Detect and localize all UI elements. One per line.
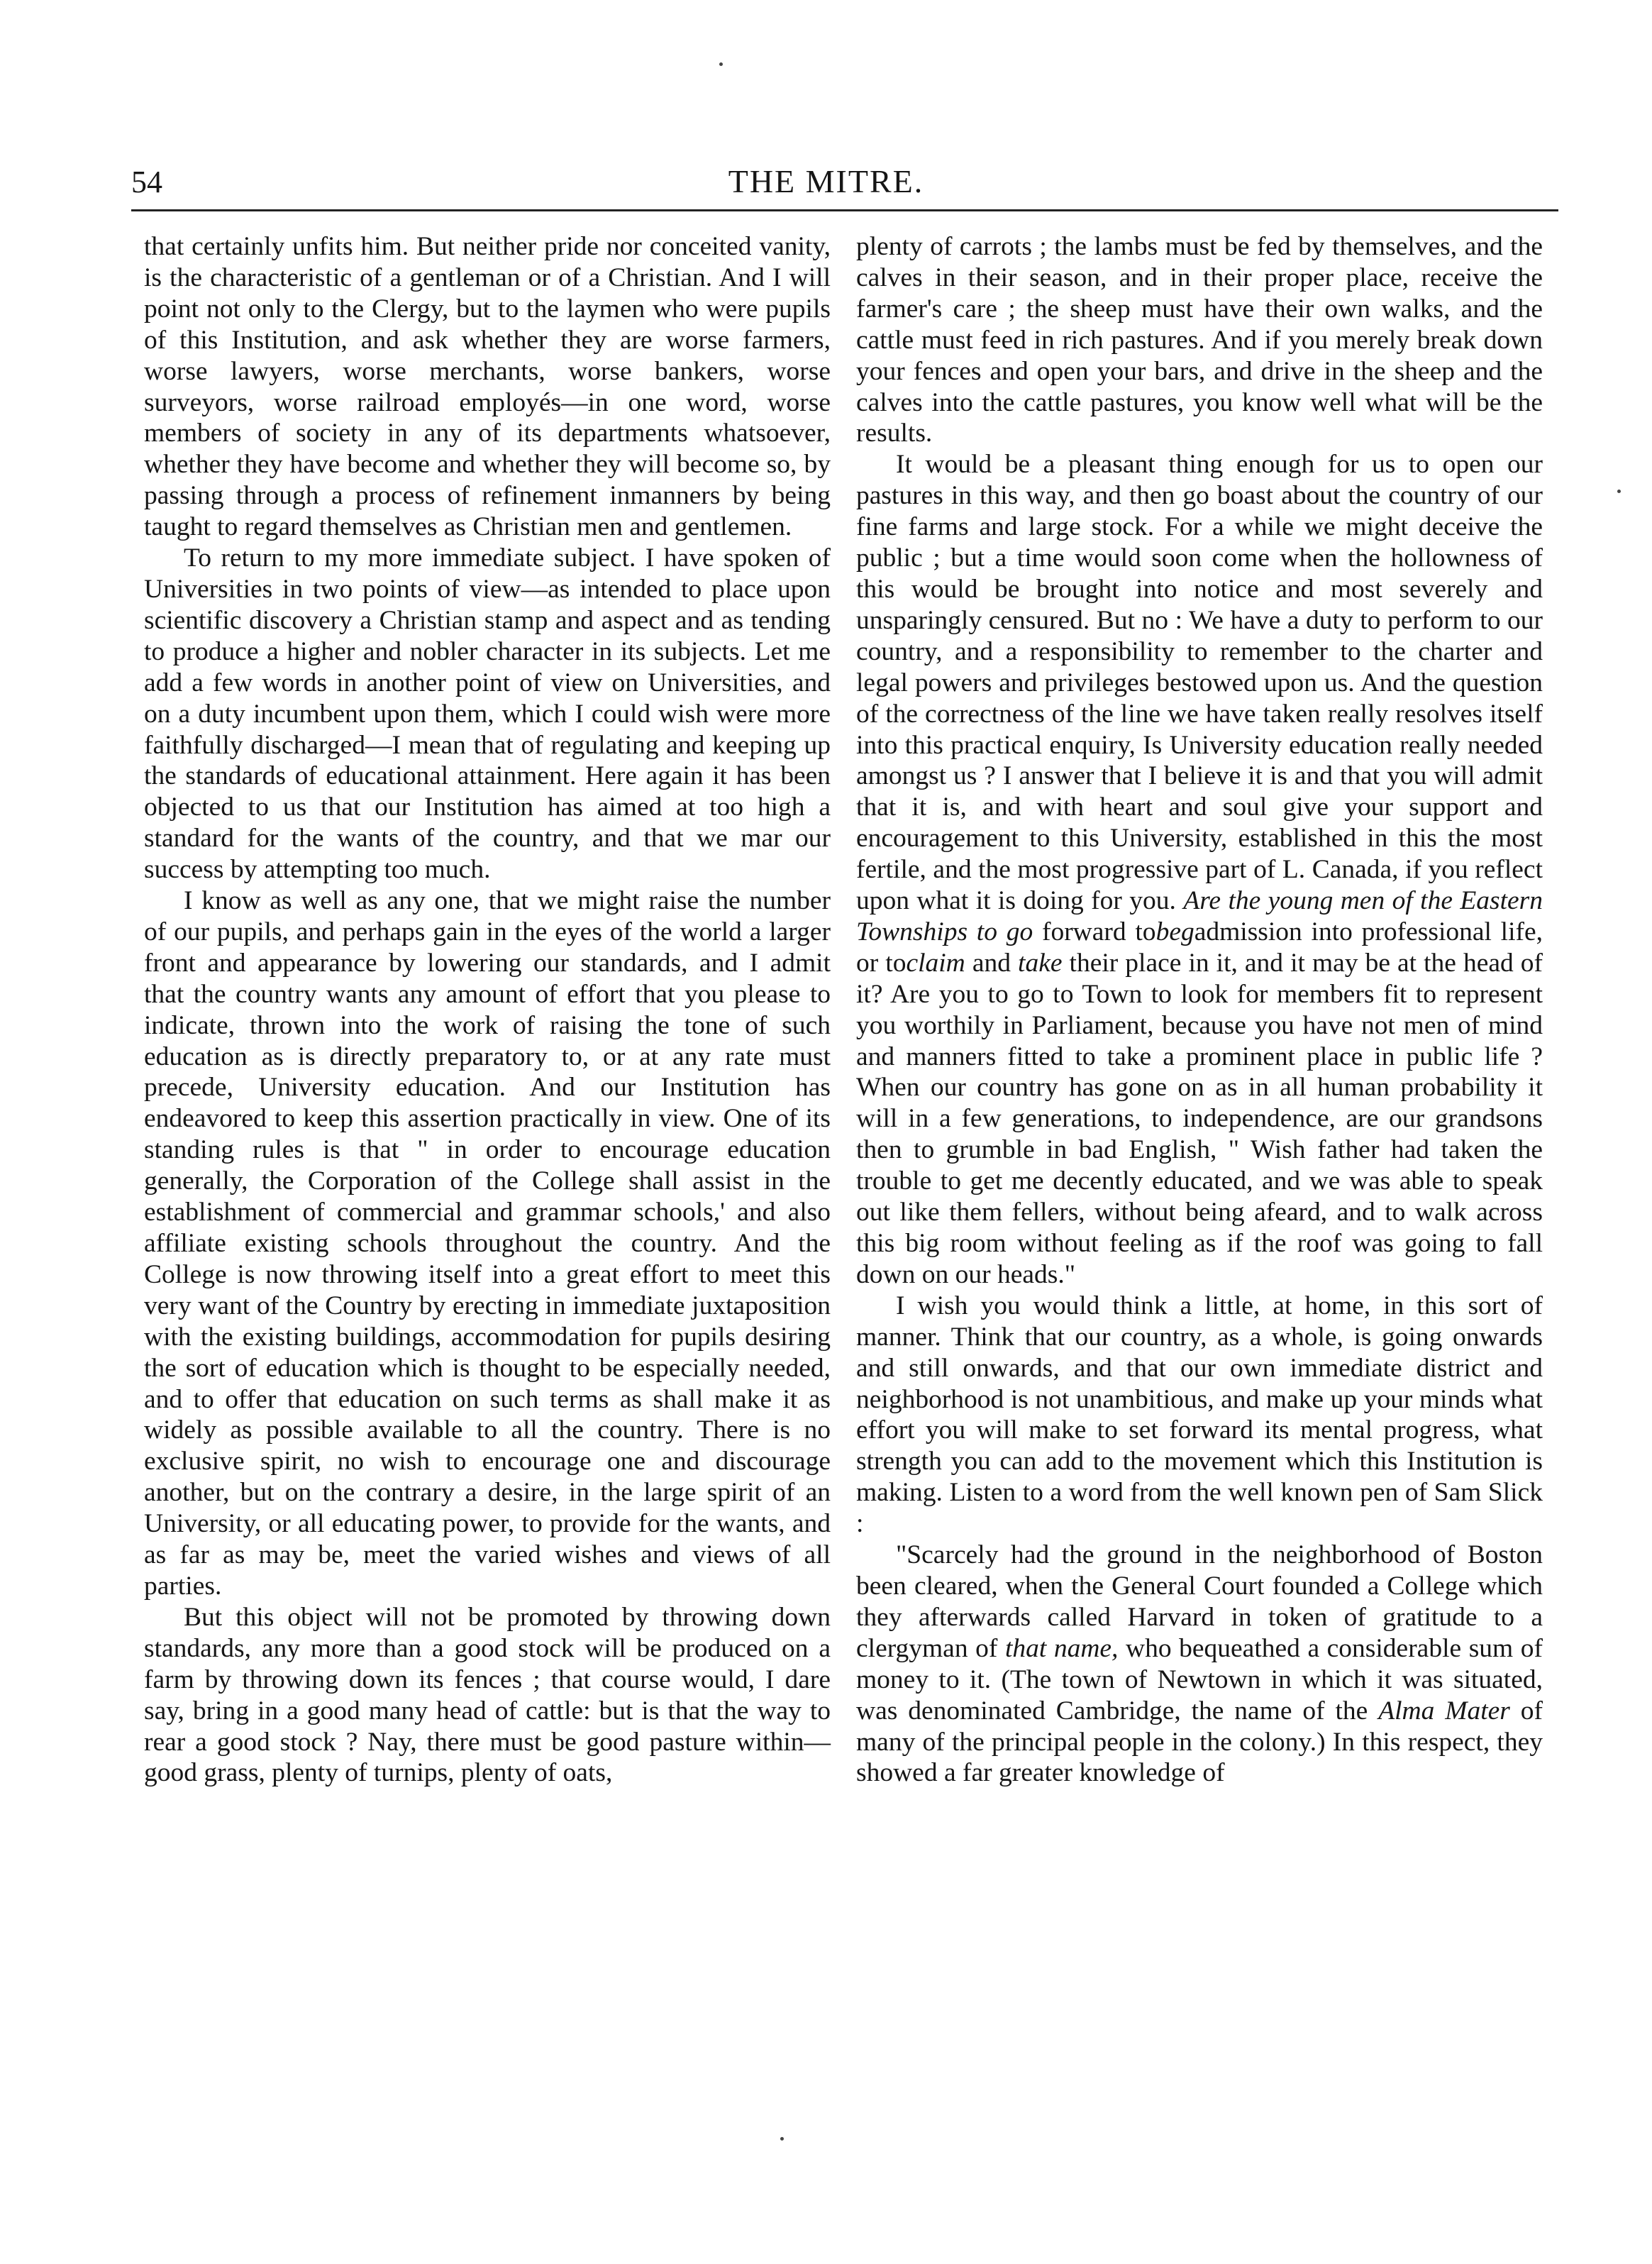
right-column (856, 231, 1543, 1789)
header-rule (131, 209, 1558, 211)
left-paragraph-2: To return to my more immediate subject. I have spoken of Universities in two points of view—as intended to place upon scientific discovery a Christian stamp and aspect and as tending to produce a higher and nobler character in its subjects. Let me add a few words in another point of view on Universities, and on a duty incumbent upon them, which I could wish were more faithfully discharged—I mean that of regulating and keeping up the standards of educational attainment. Here again it has been objected to us that our Institution has aimed at too high a standard for the wants of the country, and that we mar our success by attempting too much. (144, 543, 831, 885)
left-paragraph-3: I know as well as any one, that we might raise the number of our pupils, and perhaps gain in the eyes of the world a larger front and appearance by lowering our standards, and I admit that the country wants any amount of effort that you please to indicate, thrown into the work of raising the tone of such education as is directly preparatory to, or at any rate must precede, University education. And our Institution has endeavored to keep this assertion practically in view. One of its standing rules is that " in order to encourage education generally, the Corporation of the College shall assist in the establishment of commercial and grammar schools,' and also affiliate existing schools throughout the country. And the College is now throwing itself into a great effort to meet this very want of the Country by erecting in immediate juxtaposition with the existing buildings, accommodation for pupils desiring the sort of education which is thought to be especially needed, and to offer that education on such terms as shall make it as widely as possible available to all the country. There is no exclusive spirit, no wish to encourage one and discourage another, but on the contrary a desire, in the large spirit of an University, or all educating power, to provide for the wants, and as far as may be, meet the varied wishes and views of all parties. (144, 886, 831, 1601)
quote-text-a: "Scarcely had the ground in the neighborhood of Boston been cleared, when the General Court founded a College which they afterwards called Harvard in token of gratitude to a clergyman of (856, 1540, 1543, 1663)
right-paragraph-4 (856, 1540, 1543, 1789)
italic-eastern-townships: Are the young men of the Eastern Townships to go (856, 886, 1543, 946)
right-paragraph-3: I wish you would think a little, at home, in this sort of manner. Think that our country, as a whole, is going onwards and still onwards, and that our own immediate district and neighborhood is not unambitious, and make up your minds what effort you will make to set forward its mental progress, what strength you can add to the movement which this Institution is making. Listen to a word from the well known pen of Sam Slick : (856, 1291, 1543, 1539)
page-speck (719, 62, 723, 66)
left-paragraph-4: But this object will not be promoted by throwing down standards, any more than a good stock will be produced on a farm by throwing down its fences ; that course would, I dare say, bring in a good many head of cattle: but is that the way to rear a good stock ? Nay, there must be good pasture within—good grass, plenty of turnips, plenty of oats, (144, 1602, 831, 1788)
italic-alma-mater: Alma Mater (1378, 1696, 1510, 1725)
page-speck (780, 2137, 784, 2141)
italic-that-name: that name, (1004, 1633, 1119, 1663)
quote-text-c: of many of the principal people in the colony.) In this respect, they showed a far greater knowledge of (856, 1696, 1543, 1788)
right-paragraph-2 (856, 449, 1543, 1290)
quote-text-b: who bequeathed a considerable sum of money to it. (The town of Newtown in which it was situated, was denominated Cambridge, the name of the (856, 1633, 1543, 1725)
right-paragraph-2-text: It would be a pleasant thing enough for us to open our pastures in this way, and then go boast about the country of our fine farms and large stock. For a while we might deceive the public ; but a time would soon come when the hollowness of this would be brought into notice and most severely and unsparingly censured. But no : We have a duty to perform to our country, and a responsibility to remember to the charter and legal powers and privileges bestowed upon us. And the question of the correctness of the line we have taken really resolves itself into this practical enquiry, Is University education really needed amongst us ? I answer that I believe it is and that you will admit that it is, and with heart and soul give your support and encouragement to this University, established in this the most fertile, and the most progressive part of L. Canada, if you reflect upon what it is doing for you. (856, 450, 1543, 916)
page-speck (1617, 490, 1621, 493)
text-forward-to: forward to (1041, 917, 1156, 946)
text-their-place: their place in it, and it may be at the head of it? Are you to go to Town to look for members fit to represent you worthily in Parliament, because you have not men of mind and manners fitted to take a prominent place in public life ? When our country has gone on as in all human probability it will in a few generations, to independence, are our grandsons then to grumble in bad English, " Wish father had taken the trouble to get me decently educated, and we was able to speak out like them fellers, without being afeard, and to walk across this big room without feeling as if the roof was going to fall down on our heads." (856, 948, 1543, 1289)
italic-claim: claim (906, 948, 965, 978)
text-admission: admission into professional life, or to (856, 917, 1543, 978)
italic-take: take (1018, 948, 1063, 978)
running-title: THE MITRE. (728, 163, 924, 199)
left-column (144, 231, 831, 1789)
italic-beg: beg (1155, 917, 1194, 946)
text-and: and (972, 948, 1011, 978)
right-paragraph-1: plenty of carrots ; the lambs must be fed by themselves, and the calves in their season, and in their proper place, receive the farmer's care ; the sheep must have their own walks, and the cattle must feed in rich pastures. And if you merely break down your fences and open your bars, and drive in the sheep and the calves into the cattle pastures, you know well what will be the results. (856, 232, 1543, 448)
page-number: 54 (131, 165, 162, 199)
left-paragraph-1: that certainly unfits him. But neither pride nor conceited vanity, is the characteristic of a gentleman or of a Christian. And I will point not only to the Clergy, but to the laymen who were pupils of this Institution, and ask whether they are worse farmers, worse lawyers, worse merchants, worse bankers, worse surveyors, worse railroad employés—in one word, worse members of society in any of its departments whatsoever, whether they have become and whether they will become so, by passing through a process of refinement inmanners by being taught to regard themselves as Christian men and gentlemen. (144, 232, 831, 542)
